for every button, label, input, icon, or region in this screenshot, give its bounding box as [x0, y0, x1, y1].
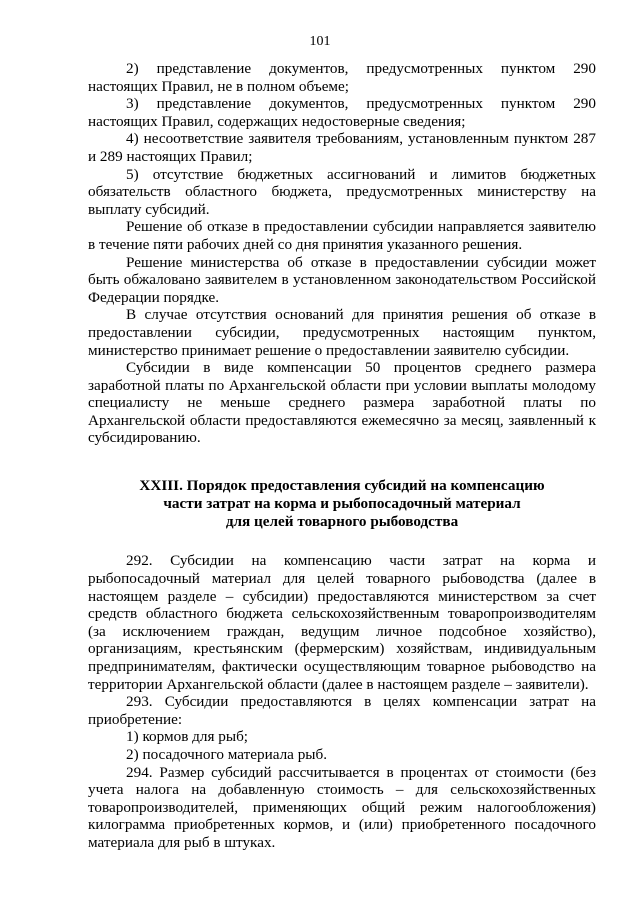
- paragraph-refusal-notice: Решение об отказе в предоставлении субсидии направляется заявителю в течение пяти рабочих дней со дня принятия указанного решения.: [88, 218, 596, 253]
- paragraph-293: 293. Субсидии предоставляются в целях компенсации затрат на приобретение:: [88, 693, 596, 728]
- paragraph-compensation-50: Субсидии в виде компенсации 50 процентов среднего размера заработной платы по Архангельской области при условии выплаты молодому специалисту не меньше среднего размера заработной платы по Архангельской области предоставляются ежемесячно за месяц, заявленный к субсидированию.: [88, 359, 596, 447]
- document-body: [88, 60, 596, 852]
- paragraph-item-2: 2) представление документов, предусмотренных пунктом 290 настоящих Правил, не в полном объеме;: [88, 60, 596, 95]
- paragraph-no-grounds: В случае отсутствия оснований для принятия решения об отказе в предоставлении субсидии, предусмотренных настоящим пунктом, министерство принимает решение о предоставлении заявителю субсидии.: [88, 306, 596, 359]
- paragraph-item-5: 5) отсутствие бюджетных ассигнований и лимитов бюджетных обязательств областного бюджета, предусмотренных министерству на выплату субсидий.: [88, 165, 596, 218]
- section-heading-line-1: XXIII. Порядок предоставления субсидий на компенсацию: [139, 477, 545, 495]
- paragraph-item-4: 4) несоответствие заявителя требованиям, установленным пунктом 287 и 289 настоящих Правил;: [88, 130, 596, 165]
- section-heading: [88, 477, 596, 530]
- paragraph-appeal: Решение министерства об отказе в предоставлении субсидии может быть обжаловано заявителем в установленном законодательством Российской Федерации порядке.: [88, 253, 596, 306]
- page-number: 101: [309, 34, 331, 49]
- section-heading-line-2: части затрат на корма и рыбопосадочный материал: [163, 494, 521, 512]
- paragraph-293-item-1: 1) кормов для рыб;: [126, 728, 249, 746]
- paragraph-294: 294. Размер субсидий рассчитывается в процентах от стоимости (без учета налога на добавленную стоимость – для сельскохозяйственных товаропроизводителей, применяющих общий режим налогообложения) килограмма приобретенных кормов, и (или) приобретенного посадочного материала для рыб в штуках.: [88, 763, 596, 851]
- paragraph-293-item-2: 2) посадочного материала рыб.: [126, 745, 328, 763]
- section-heading-line-3: для целей товарного рыбоводства: [225, 512, 459, 530]
- paragraph-item-3: 3) представление документов, предусмотренных пунктом 290 настоящих Правил, содержащих недостоверные сведения;: [88, 95, 596, 130]
- paragraph-292: 292. Субсидии на компенсацию части затрат на корма и рыбопосадочный материал для целей товарного рыбоводства (далее в настоящем разделе – субсидии) предоставляются министерством за счет средств областного бюджета сельскохозяйственным товаропроизводителям (за исключением граждан, ведущим личное подсобное хозяйство), организациям, крестьянским (фермерским) хозяйствам, индивидуальным предпринимателям, фактически осуществляющим товарное рыбоводство на территории Архангельской области (далее в настоящем разделе – заявители).: [88, 552, 596, 693]
